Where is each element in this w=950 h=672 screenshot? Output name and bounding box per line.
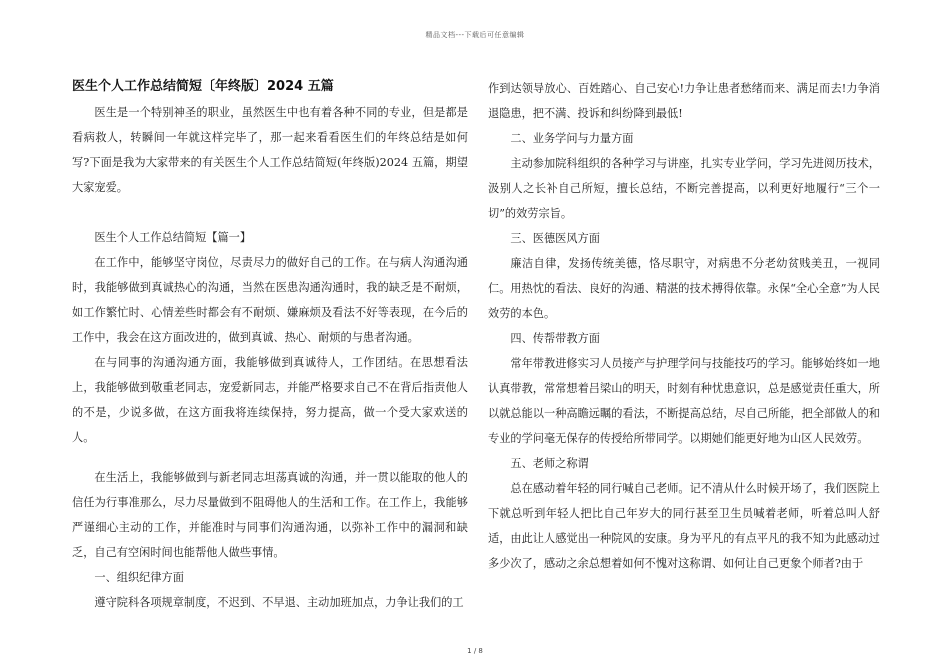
paragraph: 遵守院科各项规章制度，不迟到、不早退、主动加班加点，力争让我们的工 <box>94 596 464 609</box>
document-title: 医生个人工作总结简短〔年终版〕2024 五篇 <box>72 79 334 94</box>
right-column <box>488 76 880 576</box>
paragraph: 在生活上，我能够做到与新老同志坦荡真诚的沟通，并一贯以能取的他人的信任为行事准那么，尽力尽量做到不阻碍他人的生活和工作。在工作上，我能够严谨细心主动的工作，并能准时与同事们沟通沟通，以弥补工作中的漏洞和缺乏，自己有空闲时间也能帮他人做些事情。 <box>72 471 468 559</box>
paragraph: 在工作中，能够坚守岗位，尽责尽力的做好自己的工作。在与病人沟通沟通时，我能够做到真诚热心的沟通，当然在医患沟通沟通时，我的缺乏是不耐烦，如工作繁忙时、心情差些时都会有不耐烦、嫌麻烦及看法不好等表现，在今后的工作中，我会在这方面改进的，做到真诚、热心、耐烦的与患者沟通。 <box>72 256 468 344</box>
paragraph-continued: 作到达领导放心、百姓踏心、自己安心!力争让患者愁绪而来、满足而去!力争消退隐患，把不满、投诉和纠纷降到最低! <box>488 82 880 120</box>
header-note: 精品文档---下载后可任意编辑 <box>425 31 525 39</box>
intro-paragraph: 医生是一个特别神圣的职业，虽然医生中也有着各种不同的专业，但是都是看病救人，转瞬间一年就这样完毕了，那一起来看看医生们的年终总结是如何写?下面是我为大家带来的有关医生个人工作总结简短(年终版)2024 五篇，期望大家宠爱。 <box>72 106 468 194</box>
paragraph: 在与同事的沟通沟通方面，我能够做到真诚待人，工作团结。在思想看法上，我能够做到敬重老同志，宠爱新同志，并能严格要求自己不在背后指责他人的不是，少说多做，在这方面我将连续保持，努力提高，做一个受大家欢送的人。 <box>72 356 468 444</box>
paragraph: 主动参加院科组织的各种学习与讲座，扎实专业学问，学习先进阅历技术，汲别人之长补自己所短，擅长总结，不断完善提高，以利更好地履行“三个一切”的效劳宗旨。 <box>488 157 880 220</box>
left-column <box>72 76 468 615</box>
heading-mentoring: 四、传帮带教方面 <box>510 332 600 345</box>
heading-teacher-title: 五、老师之称谓 <box>510 457 589 470</box>
spacer <box>72 450 468 465</box>
spacer <box>72 200 468 225</box>
section1-title: 医生个人工作总结简短【篇一】 <box>94 231 252 244</box>
heading-professional-knowledge: 二、业务学问与力量方面 <box>510 132 634 145</box>
paragraph: 廉洁自律，发扬传统美德，恪尽职守，对病患不分老幼贫贱美丑，一视同仁。用热忱的看法、良好的沟通、精湛的技术搏得依靠。永保“全心全意”为人民效劳的本色。 <box>488 257 880 320</box>
paragraph: 总在感动着年轻的同行喊自己老师。记不清从什么时候开场了，我们医院上下就总听到年轻人把比自己年岁大的同行甚至卫生员喊着老师，听着总叫人舒适，由此让人感觉出一种院风的安康。身为平凡的有点平凡的我不知为此感动过多少次了，感动之余总想着如何不愧对这称谓、如何让自己更象个师者?由于 <box>488 482 880 570</box>
paragraph: 常年带教进修实习人员接产与护理学问与技能技巧的学习。能够始终如一地认真带教，常常想着吕梁山的明天，时刻有种忧患意识，总是感觉责任重大，所以就总能以一种高瞻远瞩的看法，不断提高总结，尽自己所能，把全部做人的和专业的学问毫无保存的传授给所带同学。以期她们能更好地为山区人民效劳。 <box>488 357 880 445</box>
heading-medical-ethics: 三、医德医风方面 <box>510 232 600 245</box>
heading-organization-discipline: 一、组织纪律方面 <box>94 571 184 584</box>
page-number: 1 / 8 <box>467 647 483 655</box>
